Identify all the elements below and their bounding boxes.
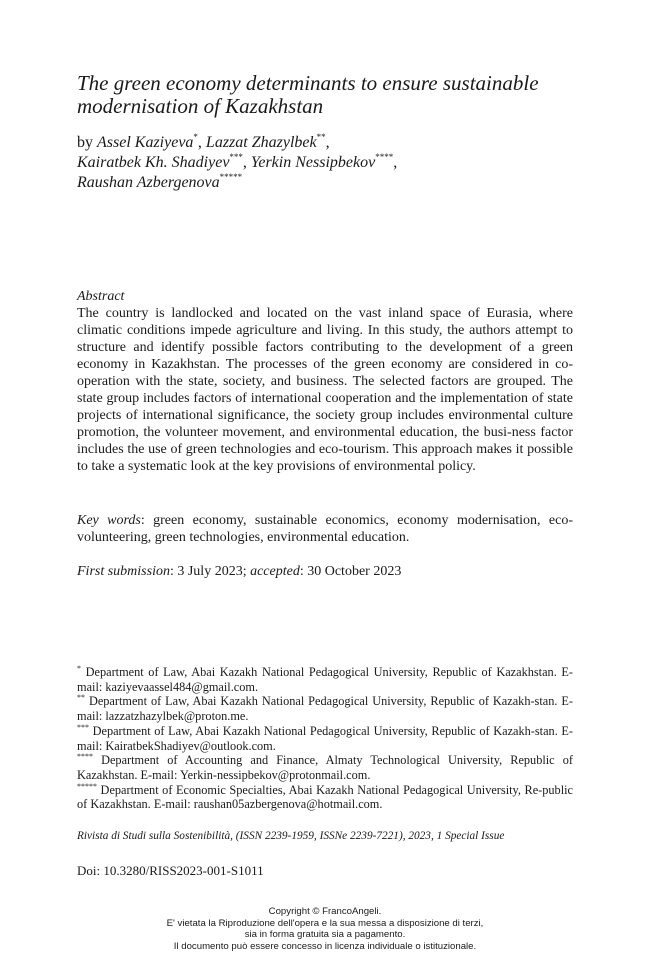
submission-dates [77, 563, 573, 580]
footnote-mark: **** [77, 752, 93, 762]
author-name: Assel Kaziyeva [97, 134, 194, 151]
by-label: by [77, 134, 93, 151]
footnote [77, 753, 573, 782]
footnote-mark: *** [77, 722, 89, 732]
author-mark: * [193, 132, 198, 142]
copyright-line: E' vietata la Riproduzione dell'opera e la sua messa a disposizione di terzi, [166, 917, 484, 929]
footnote [77, 724, 573, 753]
author-mark: **** [375, 152, 394, 162]
author-mark: ***** [219, 172, 243, 182]
copyright-line: sia in forma gratuita sia a pagamento. [244, 929, 406, 940]
abstract-heading: Abstract [77, 289, 125, 304]
footnote-text: Department of Law, Abai Kazakh National Pedagogical University, Republic of Kazakhstan. E-mail: kaziyevaassel484@gmail.com. [77, 665, 573, 694]
author-name: Raushan Azbergenova [77, 174, 220, 191]
copyright-notice [100, 906, 550, 952]
copyright-line: Copyright © FrancoAngeli. [268, 906, 382, 917]
keywords-label: Key words [77, 513, 141, 528]
footnote-mark: ** [77, 693, 85, 703]
abstract-text: The country is landlocked and located on the vast inland space of Eurasia, where climatic conditions impede agriculture and living. In this study, the authors attempt to structure and identify possible factors contributing to the development of a green economy in Kazakhstan. The processes of the green economy are considered in co-operation with the state, society, and business. The selected factors are grouped. The state group includes factors of international cooperation and the implementation of state projects of international significance, the society group includes environmental culture promotion, the volunteer movement, and environmental education, the busi-ness factor includes the use of green technologies and eco-tourism. This approach makes it possible to take a systematic look at the key provisions of environmental policy. [77, 306, 573, 474]
author-name: Yerkin Nessipbekov [250, 154, 376, 171]
author-name: Kairatbek Kh. Shadiyev [77, 154, 230, 171]
footnote-mark: * [77, 664, 81, 673]
footnote-text: Department of Accounting and Finance, Almaty Technological University, Republic of Kazakhstan. E-mail: Yerkin-nessipbekov@protonmail.com. [77, 753, 573, 782]
copyright-line: Il documento può essere concesso in licenza individuale o istituzionale. [173, 940, 477, 952]
paper-title: The green economy determinants to ensure sustainable modernisation of Kazakhstan [77, 71, 539, 118]
keywords [77, 512, 573, 546]
footnote-mark: ***** [77, 781, 97, 791]
author-mark: ** [316, 132, 326, 142]
footnote [77, 694, 573, 723]
author-sep: , [325, 134, 330, 151]
footnote-text: Department of Law, Abai Kazakh National Pedagogical University, Republic of Kazakh-stan. E-mail: KairatbekShadiyev@outlook.com. [77, 723, 573, 753]
author-sep: , [393, 154, 398, 171]
author-sep: , [242, 154, 251, 171]
doi: Doi: 10.3280/RISS2023-001-S1011 [77, 863, 264, 878]
author-list [77, 133, 597, 193]
journal-citation: Rivista di Studi sulla Sostenibilità, (ISSN 2239-1959, ISSNe 2239-7221), 2023, 1 Special Issue [77, 830, 505, 842]
footnote-text: Department of Economic Specialties, Abai Kazakh National Pedagogical University, Re-public of Kazakhstan. E-mail: raushan05azbergenova@hotmail.com. [77, 782, 573, 812]
author-name: Lazzat Zhazylbek [205, 134, 317, 151]
accepted-date: : 30 October 2023 [299, 564, 402, 579]
footnote [77, 783, 573, 812]
keywords-text: : green economy, sustainable economics, economy modernisation, eco-volunteering, green technologies, environmental education. [77, 513, 574, 545]
footnote-text: Department of Law, Abai Kazakh National Pedagogical University, Republic of Kazakh-stan. E-mail: lazzatzhazylbek@proton.me. [77, 694, 573, 724]
footnote [77, 665, 573, 694]
first-submission-label: First submission [77, 564, 170, 579]
accepted-label: accepted [250, 564, 300, 579]
first-submission-date: : 3 July 2023; [169, 564, 251, 579]
footnotes [77, 665, 573, 812]
author-sep: , [197, 134, 206, 151]
author-mark: *** [229, 152, 243, 162]
